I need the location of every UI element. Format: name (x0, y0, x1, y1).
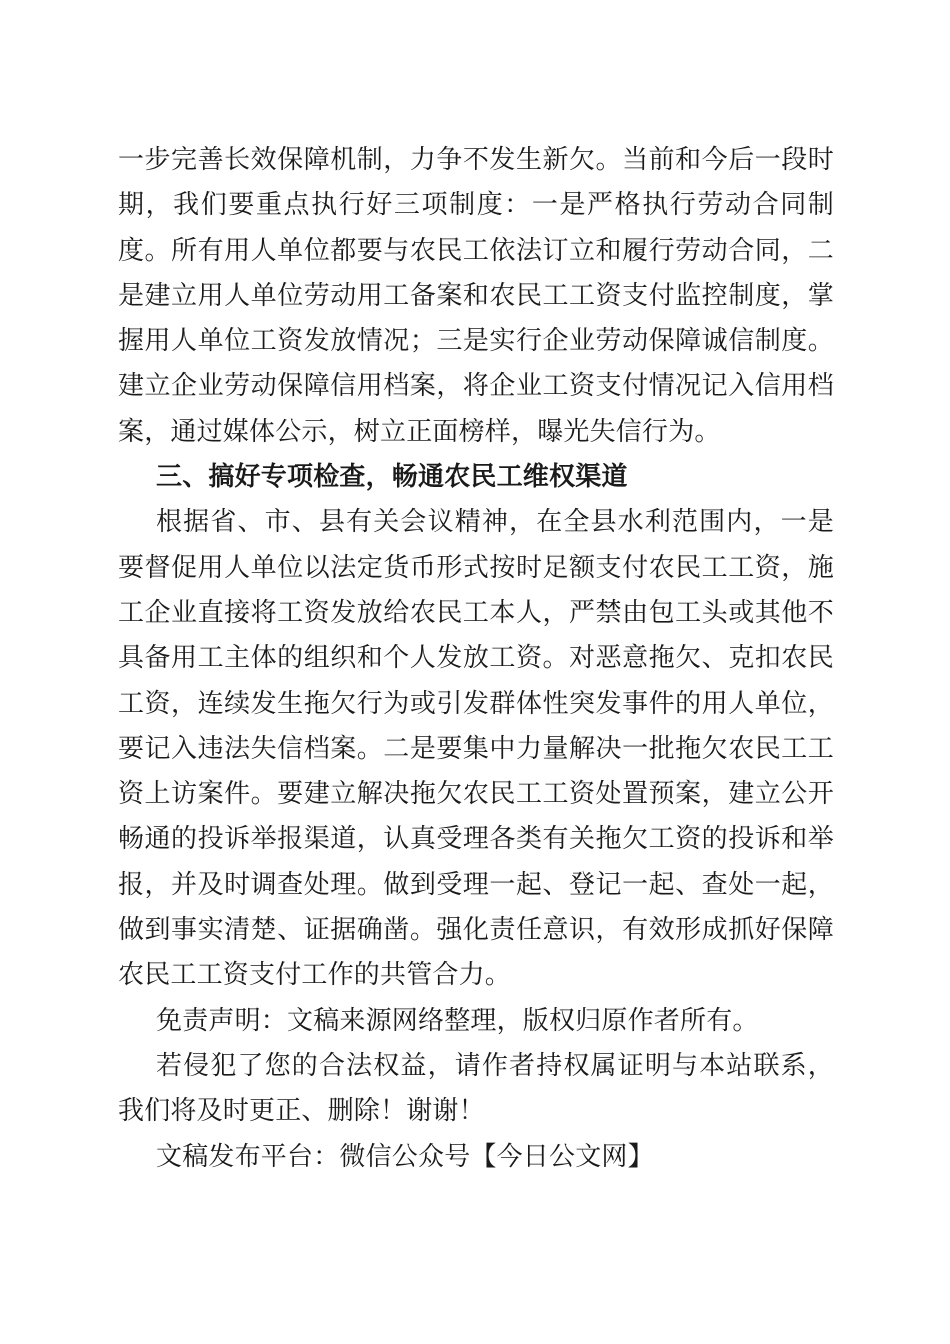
paragraph-continuation: 一步完善长效保障机制，力争不发生新欠。当前和今后一段时期，我们要重点执行好三项制度：一是严格执行劳动合同制度。所有用人单位都要与农民工依法订立和履行劳动合同，二是建立用人单位劳动用工备案和农民工工资支付监控制度，掌握用人单位工资发放情况；三是实行企业劳动保障诚信制度。建立企业劳动保障信用档案，将企业工资支付情况记入信用档案，通过媒体公示，树立正面榜样，曝光失信行为。 (118, 145, 834, 447)
paragraph-body: 根据省、市、县有关会议精神，在全县水利范围内，一是要督促用人单位以法定货币形式按时足额支付农民工工资，施工企业直接将工资发放给农民工本人，严禁由包工头或其他不具备用工主体的组织和个人发放工资。对恶意拖欠、克扣农民工资，连续发生拖欠行为或引发群体性突发事件的用人单位，要记入违法失信档案。二是要集中力量解决一批拖欠农民工工资上访案件。要建立解决拖欠农民工工资处置预案，建立公开畅通的投诉举报渠道，认真受理各类有关拖欠工资的投诉和举报，并及时调查处理。做到受理一起、登记一起、查处一起，做到事实清楚、证据确凿。强化责任意识，有效形成抓好保障农民工工资支付工作的共管合力。 (118, 507, 834, 991)
section-heading: 三、搞好专项检查，畅通农民工维权渠道 (156, 462, 628, 493)
infringement-notice: 若侵犯了您的合法权益，请作者持权属证明与本站联系，我们将及时更正、删除！谢谢！ (118, 1050, 834, 1127)
publish-platform: 文稿发布平台：微信公众号【今日公文网】 (156, 1141, 654, 1172)
document-page (118, 138, 834, 1180)
disclaimer-text: 免责声明：文稿来源网络整理，版权归原作者所有。 (156, 1005, 759, 1036)
